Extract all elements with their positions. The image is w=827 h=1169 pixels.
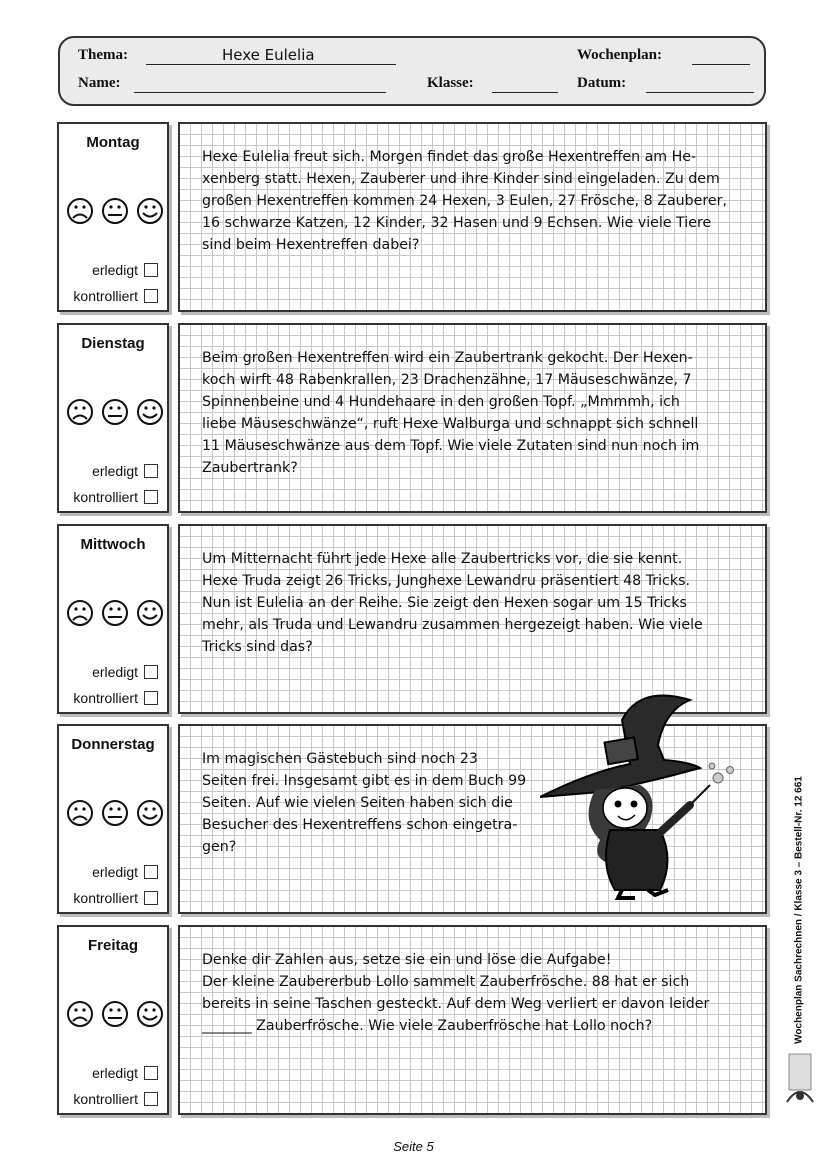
task-panel-montag[interactable] bbox=[178, 122, 767, 312]
thema-line[interactable] bbox=[146, 64, 396, 65]
page-number: Seite 5 bbox=[393, 1139, 434, 1154]
task-text: Hexe Eulelia freut sich. Morgen findet das große Hexentreffen am He- xenberg statt. Hexen, Zauberer und ihre Kinder sind eingeladen. Zu dem großen Hexentreffen kommen 24 Hexen, 3 Eulen, 27 Frösche, 8 Zauberer, 16 schwarze Katzen, 12 Kinder, 32 Hasen und 9 Echsen. Wie viele Tiere sind beim Hexentreffen dabei? bbox=[202, 149, 727, 253]
done-row bbox=[92, 864, 158, 880]
publisher-logo bbox=[783, 1052, 817, 1106]
checked-label: kontrolliert bbox=[73, 690, 138, 706]
witch-illustration bbox=[540, 690, 745, 900]
done-checkbox[interactable] bbox=[144, 865, 158, 879]
mood-faces bbox=[65, 598, 165, 628]
done-row bbox=[92, 463, 158, 479]
done-label: erledigt bbox=[92, 864, 138, 880]
happy-face-icon[interactable] bbox=[138, 1002, 162, 1026]
header-box bbox=[58, 36, 766, 106]
neutral-face-icon[interactable] bbox=[103, 801, 127, 825]
day-panel-montag bbox=[57, 122, 169, 312]
klasse-line[interactable] bbox=[492, 92, 558, 93]
checked-label: kontrolliert bbox=[73, 1091, 138, 1107]
task-text: Beim großen Hexentreffen wird ein Zaubertrank gekocht. Der Hexen- koch wirft 48 Rabenkrallen, 23 Drachenzähne, 17 Mäuseschwänze, 7 Spinnenbeine und 4 Hundehaare in den großen Topf. „Mmmmh, ich liebe Mäuseschwänze“, ruft Hexe Walburga und schnappt sich schnell 11 Mäuseschwänze aus dem Topf. Wie viele Zutaten sind nun noch im Zaubertrank? bbox=[202, 350, 700, 476]
checked-row bbox=[73, 690, 158, 706]
sad-face-icon[interactable] bbox=[68, 1002, 92, 1026]
neutral-face-icon[interactable] bbox=[103, 199, 127, 223]
done-checkbox[interactable] bbox=[144, 1066, 158, 1080]
done-row bbox=[92, 1065, 158, 1081]
done-row bbox=[92, 262, 158, 278]
happy-face-icon[interactable] bbox=[138, 801, 162, 825]
checked-checkbox[interactable] bbox=[144, 891, 158, 905]
day-panel-donnerstag bbox=[57, 724, 169, 914]
checked-row bbox=[73, 890, 158, 906]
side-order-info: Wochenplan Sachrechnen / Klasse 3 – Bestell-Nr. 12 661 bbox=[793, 776, 805, 1044]
day-name: Dienstag bbox=[81, 335, 145, 352]
done-row bbox=[92, 664, 158, 680]
checked-label: kontrolliert bbox=[73, 890, 138, 906]
neutral-face-icon[interactable] bbox=[103, 1002, 127, 1026]
done-checkbox[interactable] bbox=[144, 464, 158, 478]
checked-checkbox[interactable] bbox=[144, 1092, 158, 1106]
checked-row bbox=[73, 288, 158, 304]
name-label: Name: bbox=[78, 75, 121, 91]
datum-label: Datum: bbox=[577, 75, 627, 91]
day-name: Donnerstag bbox=[71, 736, 155, 753]
task-panel-mittwoch[interactable] bbox=[178, 524, 767, 714]
neutral-face-icon[interactable] bbox=[103, 400, 127, 424]
done-checkbox[interactable] bbox=[144, 665, 158, 679]
happy-face-icon[interactable] bbox=[138, 400, 162, 424]
checked-label: kontrolliert bbox=[73, 288, 138, 304]
day-name: Montag bbox=[86, 134, 140, 151]
thema-value: Hexe Eulelia bbox=[222, 46, 315, 64]
mood-faces bbox=[65, 798, 165, 828]
done-label: erledigt bbox=[92, 1065, 138, 1081]
checked-checkbox[interactable] bbox=[144, 490, 158, 504]
done-label: erledigt bbox=[92, 262, 138, 278]
name-line[interactable] bbox=[134, 92, 386, 93]
happy-face-icon[interactable] bbox=[138, 199, 162, 223]
done-label: erledigt bbox=[92, 463, 138, 479]
done-checkbox[interactable] bbox=[144, 263, 158, 277]
wochenplan-line[interactable] bbox=[692, 64, 750, 65]
task-text: Um Mitternacht führt jede Hexe alle Zaubertricks vor, die sie kennt. Hexe Truda zeigt 26 Tricks, Junghexe Lewandru präsentiert 48 Tricks. Nun ist Eulelia an der Reihe. Sie zeigt den Hexen sogar um 15 Tricks mehr, als Truda und Lewandru zusammen hergezeigt haben. Wie viele Tricks sind das? bbox=[202, 551, 703, 655]
day-panel-freitag bbox=[57, 925, 169, 1115]
sad-face-icon[interactable] bbox=[68, 601, 92, 625]
neutral-face-icon[interactable] bbox=[103, 601, 127, 625]
day-panel-mittwoch bbox=[57, 524, 169, 714]
wochenplan-label: Wochenplan: bbox=[577, 47, 663, 63]
day-name: Freitag bbox=[87, 937, 138, 954]
checked-checkbox[interactable] bbox=[144, 691, 158, 705]
mood-faces bbox=[65, 397, 165, 427]
checked-row bbox=[73, 489, 158, 505]
sad-face-icon[interactable] bbox=[68, 199, 92, 223]
day-name: Mittwoch bbox=[80, 536, 146, 553]
sad-face-icon[interactable] bbox=[68, 400, 92, 424]
task-panel-dienstag[interactable] bbox=[178, 323, 767, 513]
task-panel-freitag[interactable] bbox=[178, 925, 767, 1115]
day-panel-dienstag bbox=[57, 323, 169, 513]
datum-line[interactable] bbox=[646, 92, 754, 93]
klasse-label: Klasse: bbox=[427, 75, 474, 91]
mood-faces bbox=[65, 999, 165, 1029]
checked-checkbox[interactable] bbox=[144, 289, 158, 303]
task-text: Denke dir Zahlen aus, setze sie ein und löse die Aufgabe! Der kleine Zaubererbub Lollo sammelt Zauberfrösche. 88 hat er sich bereits in seine Taschen gesteckt. Auf dem Weg verliert er davon leider _______ Zauberfrösche. Wie viele Zauberfrösche hat Lollo noch? bbox=[202, 952, 710, 1034]
happy-face-icon[interactable] bbox=[138, 601, 162, 625]
mood-faces bbox=[65, 196, 165, 226]
done-label: erledigt bbox=[92, 664, 138, 680]
sad-face-icon[interactable] bbox=[68, 801, 92, 825]
checked-label: kontrolliert bbox=[73, 489, 138, 505]
checked-row bbox=[73, 1091, 158, 1107]
thema-label: Thema: bbox=[78, 47, 128, 63]
task-text: Im magischen Gästebuch sind noch 23 Seiten frei. Insgesamt gibt es in dem Buch 99 Seiten. Auf wie vielen Seiten haben sich die Besucher des Hexentreffens schon eingetra- gen? bbox=[202, 751, 527, 855]
